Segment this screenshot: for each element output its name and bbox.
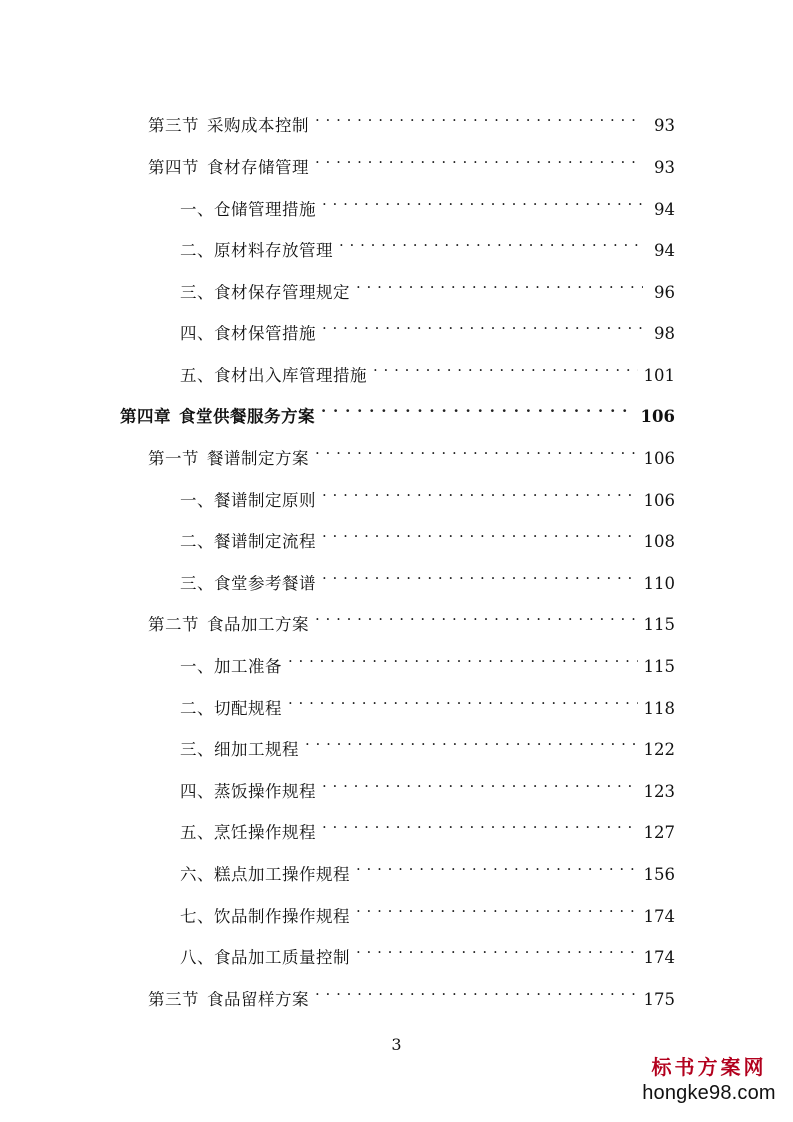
watermark-logo bbox=[639, 1054, 779, 1112]
toc-entry[interactable] bbox=[148, 434, 675, 468]
toc-section-number: 第三节 bbox=[148, 990, 199, 1009]
toc-chapter-entry[interactable] bbox=[120, 392, 675, 426]
toc-entry[interactable] bbox=[148, 101, 675, 135]
toc-section-number: 第二节 bbox=[148, 615, 199, 634]
toc-entry-title: 四、食材保管措施 bbox=[180, 324, 316, 343]
toc-leader-dots bbox=[356, 268, 643, 298]
toc-leader-dots bbox=[288, 642, 638, 672]
toc-leader-dots bbox=[322, 185, 643, 215]
toc-section-title: 食品加工方案 bbox=[207, 615, 309, 634]
toc-page-number: 106 bbox=[643, 449, 675, 468]
toc-page-number: 94 bbox=[654, 200, 675, 219]
toc-chapter-title: 食堂供餐服务方案 bbox=[179, 407, 315, 426]
toc-entry-title: 五、烹饪操作规程 bbox=[180, 823, 316, 842]
toc-leader-dots bbox=[339, 226, 643, 256]
toc-leader-dots bbox=[288, 684, 638, 714]
toc-page-number: 106 bbox=[643, 491, 675, 510]
toc-page-number: 127 bbox=[643, 823, 675, 842]
toc-entry[interactable] bbox=[180, 725, 675, 759]
toc-entry-title: 三、细加工规程 bbox=[180, 740, 299, 759]
toc-leader-dots bbox=[322, 476, 638, 506]
toc-entry-title: 一、加工准备 bbox=[180, 657, 282, 676]
toc-page-number: 123 bbox=[643, 782, 675, 801]
toc-page-number: 115 bbox=[643, 657, 675, 676]
toc-entry-title bbox=[148, 610, 309, 640]
toc-entry-title: 五、食材出入库管理措施 bbox=[180, 366, 367, 385]
toc-page-number: 175 bbox=[643, 990, 675, 1009]
toc-entry-title: 二、原材料存放管理 bbox=[180, 241, 333, 260]
toc-leader-dots bbox=[322, 767, 638, 797]
toc-leader-dots bbox=[305, 725, 638, 755]
toc-entry-title: 一、餐谱制定原则 bbox=[180, 491, 316, 510]
toc-page-number: 108 bbox=[643, 532, 675, 551]
toc-entry-title: 一、仓储管理措施 bbox=[180, 200, 316, 219]
watermark-chinese-text: 标书方案网 bbox=[651, 1055, 767, 1079]
toc-entry-title bbox=[148, 153, 309, 183]
toc-entry-title bbox=[148, 111, 309, 141]
toc-entry[interactable] bbox=[180, 850, 675, 884]
toc-entry[interactable] bbox=[148, 600, 675, 634]
toc-leader-dots bbox=[373, 351, 638, 381]
toc-leader-dots bbox=[315, 600, 638, 630]
toc-leader-dots bbox=[322, 517, 638, 547]
toc-section-number: 第一节 bbox=[148, 449, 199, 468]
toc-page-number: 96 bbox=[654, 283, 675, 302]
toc-page-number: 156 bbox=[643, 865, 675, 884]
toc-entry-title: 七、饮品制作操作规程 bbox=[180, 907, 350, 926]
toc-entry[interactable] bbox=[180, 351, 675, 385]
toc-leader-dots bbox=[356, 892, 638, 922]
toc-page-number: 106 bbox=[640, 407, 675, 426]
toc-page-number: 94 bbox=[654, 241, 675, 260]
toc-page-number: 93 bbox=[654, 158, 675, 177]
toc-entry[interactable] bbox=[180, 808, 675, 842]
toc-entry[interactable] bbox=[180, 476, 675, 510]
toc-entry[interactable] bbox=[180, 767, 675, 801]
toc-entry[interactable] bbox=[180, 933, 675, 967]
toc-page-number: 122 bbox=[643, 740, 675, 759]
toc-entry-title: 二、切配规程 bbox=[180, 699, 282, 718]
toc-entry[interactable] bbox=[180, 309, 675, 343]
toc-chapter-number: 第四章 bbox=[120, 407, 171, 426]
toc-section-title: 食材存储管理 bbox=[207, 158, 309, 177]
toc-page-number: 110 bbox=[643, 574, 675, 593]
toc-leader-dots bbox=[322, 559, 638, 589]
toc-section-title: 餐谱制定方案 bbox=[207, 449, 309, 468]
toc-page-number: 174 bbox=[643, 907, 675, 926]
toc-entry[interactable] bbox=[180, 684, 675, 718]
toc-entry-title: 三、食堂参考餐谱 bbox=[180, 574, 316, 593]
toc-page-number: 118 bbox=[643, 699, 675, 718]
toc-entry[interactable] bbox=[180, 268, 675, 302]
toc-section-title: 采购成本控制 bbox=[207, 116, 309, 135]
toc-leader-dots bbox=[321, 392, 635, 422]
toc-entry-title: 八、食品加工质量控制 bbox=[180, 948, 350, 967]
toc-leader-dots bbox=[315, 143, 643, 173]
toc-page-number: 93 bbox=[654, 116, 675, 135]
toc-entry-title: 三、食材保存管理规定 bbox=[180, 283, 350, 302]
toc-entry[interactable] bbox=[180, 517, 675, 551]
toc-leader-dots bbox=[356, 933, 638, 963]
toc-entry-title bbox=[120, 402, 315, 432]
toc-page-number: 174 bbox=[643, 948, 675, 967]
toc-leader-dots bbox=[322, 808, 638, 838]
toc-entry[interactable] bbox=[180, 892, 675, 926]
toc-entry[interactable] bbox=[148, 143, 675, 177]
toc-entry-title: 四、蒸饭操作规程 bbox=[180, 782, 316, 801]
toc-entry[interactable] bbox=[180, 185, 675, 219]
toc-leader-dots bbox=[315, 101, 643, 131]
page-footer-number: 3 bbox=[391, 1035, 402, 1054]
toc-section-number: 第四节 bbox=[148, 158, 199, 177]
toc-section-title: 食品留样方案 bbox=[207, 990, 309, 1009]
toc-entry-title bbox=[148, 985, 309, 1015]
toc-entry[interactable] bbox=[180, 226, 675, 260]
toc-page-number: 101 bbox=[643, 366, 675, 385]
watermark-url-text: hongke98.com bbox=[642, 1082, 776, 1104]
toc-entry-title bbox=[148, 444, 309, 474]
toc-page-number: 115 bbox=[643, 615, 675, 634]
toc-section-number: 第三节 bbox=[148, 116, 199, 135]
toc-page-number: 98 bbox=[654, 324, 675, 343]
toc-entry-title: 六、糕点加工操作规程 bbox=[180, 865, 350, 884]
toc-entry[interactable] bbox=[180, 642, 675, 676]
toc-entry[interactable] bbox=[148, 975, 675, 1009]
toc-entry-title: 二、餐谱制定流程 bbox=[180, 532, 316, 551]
toc-leader-dots bbox=[315, 975, 638, 1005]
toc-leader-dots bbox=[322, 309, 643, 339]
toc-entry[interactable] bbox=[180, 559, 675, 593]
toc-leader-dots bbox=[356, 850, 638, 880]
toc-leader-dots bbox=[315, 434, 638, 464]
